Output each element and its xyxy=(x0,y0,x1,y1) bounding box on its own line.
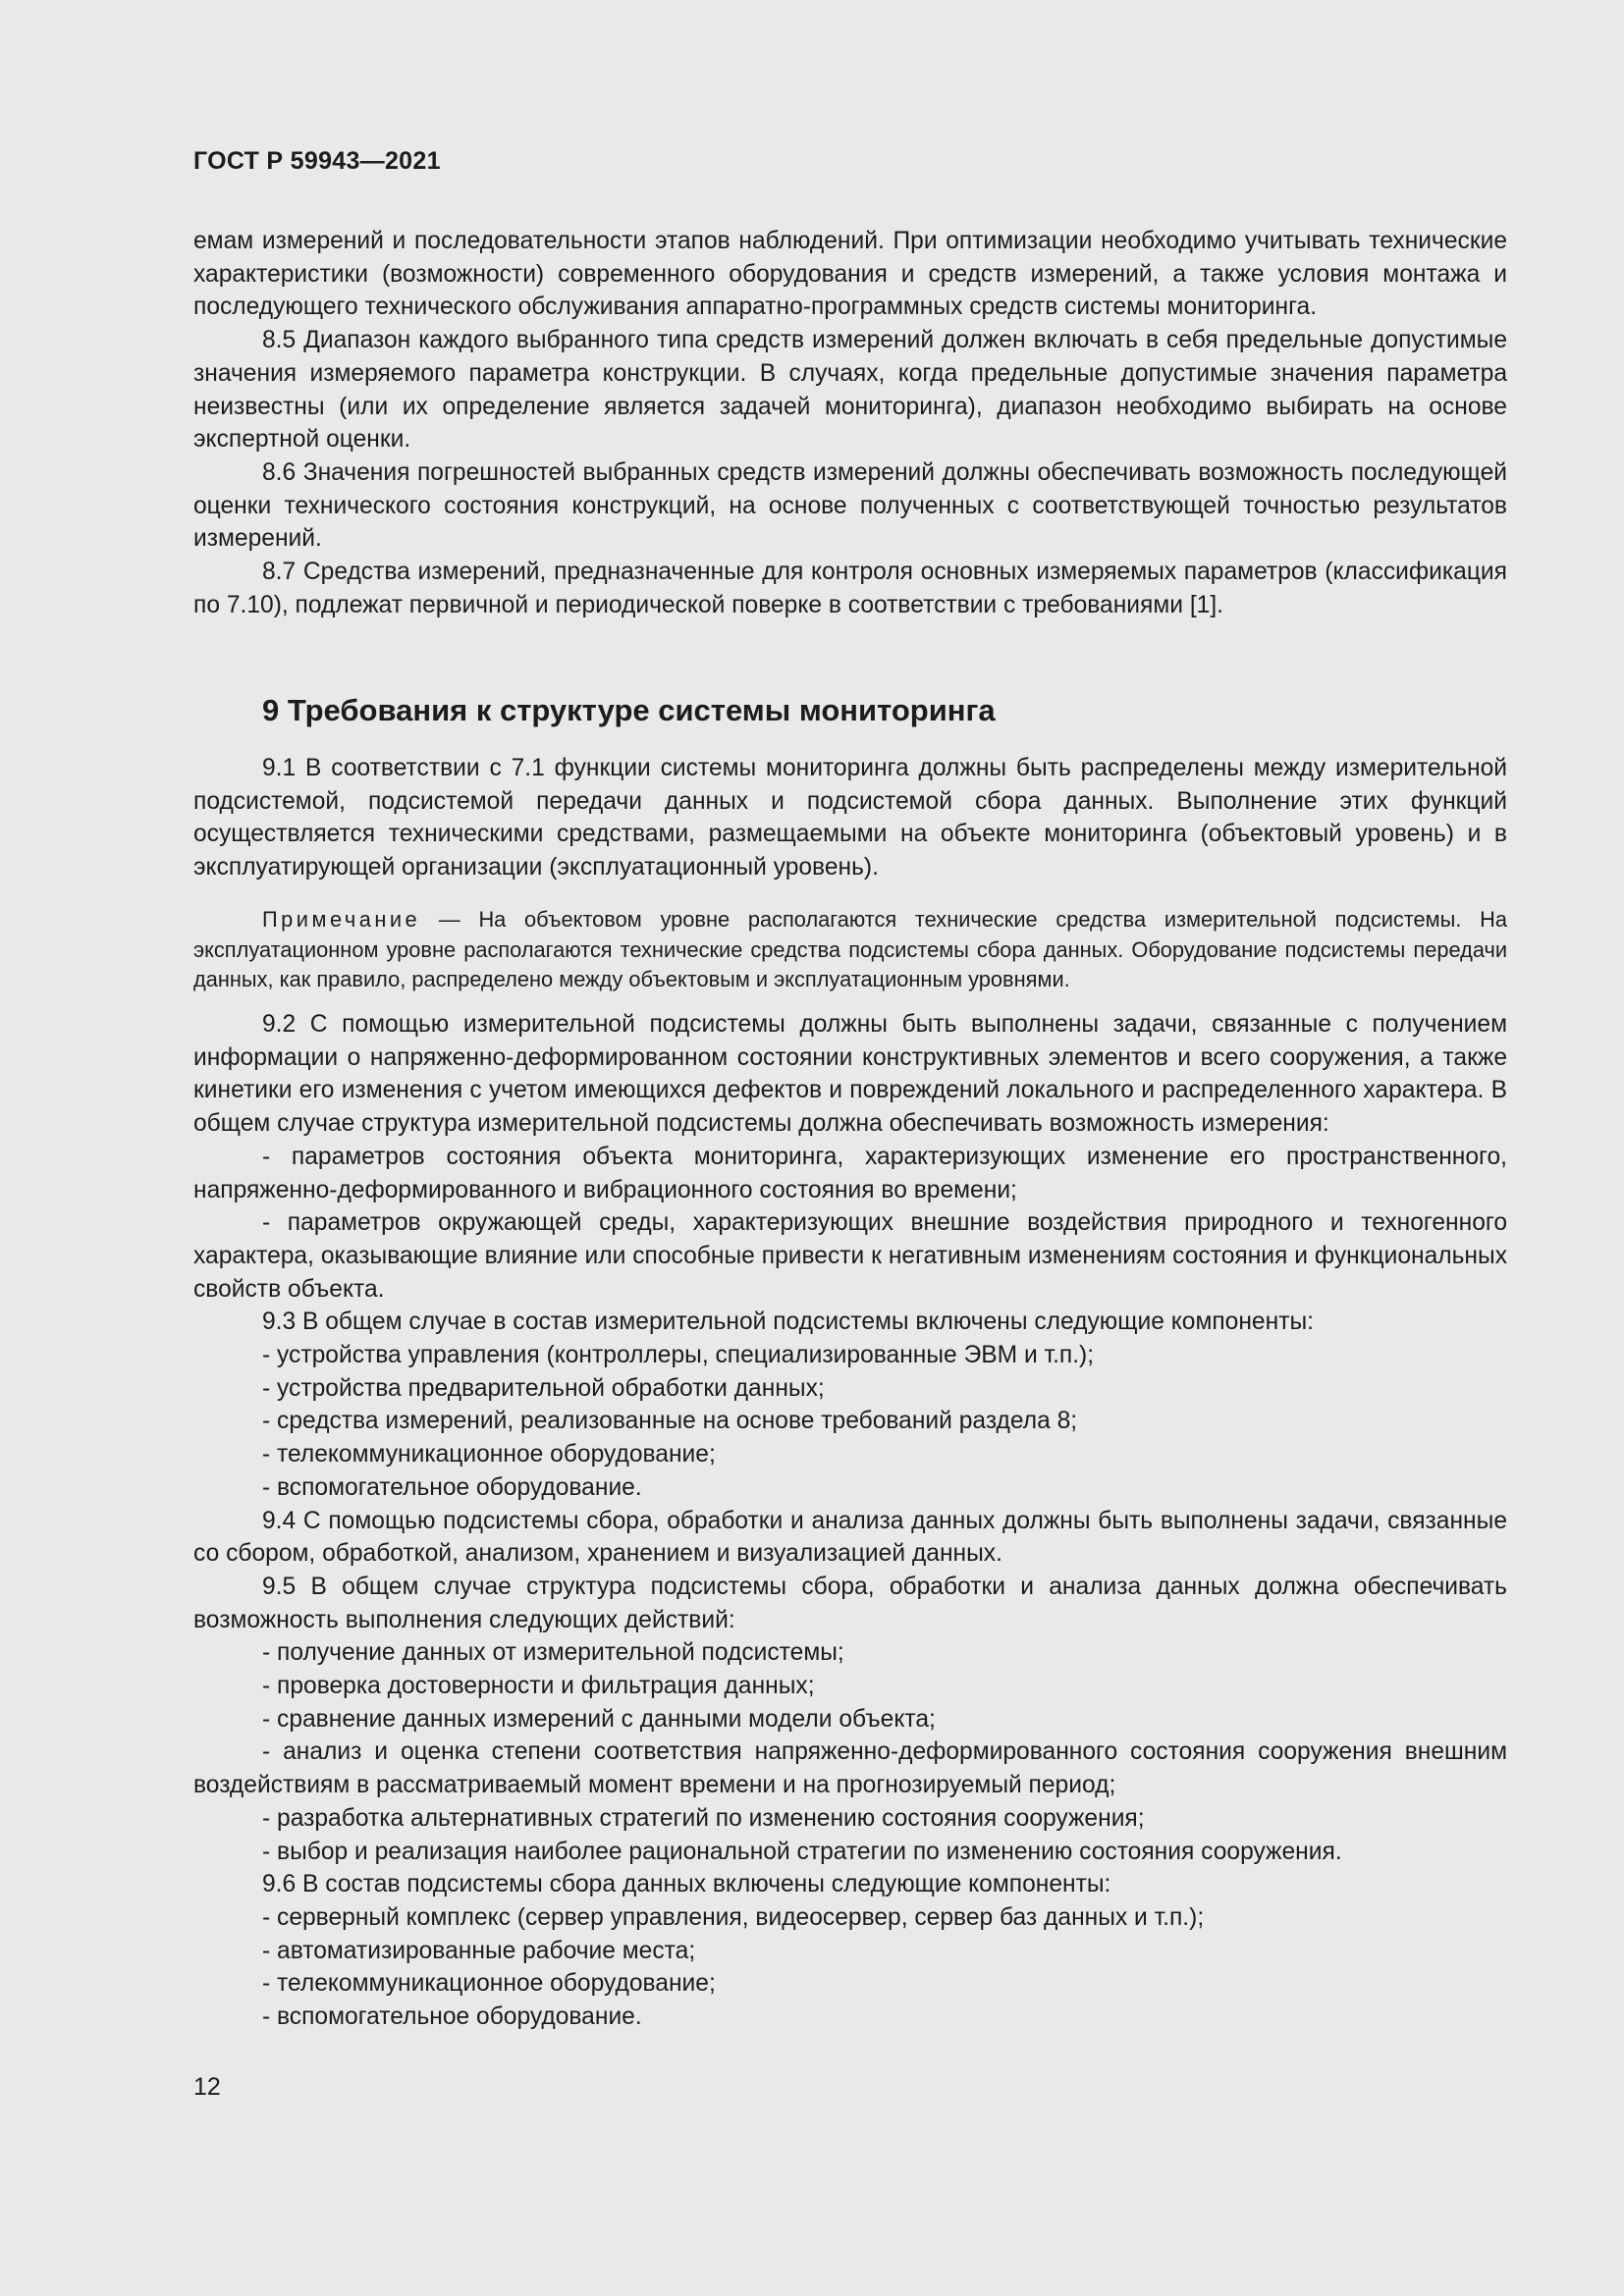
paragraph: - параметров окружающей среды, характеризующих внешние воздействия природного и техногенного характера, оказывающие влияние или способные привести к негативным изменениям состояния и функциональных свойств объекта. xyxy=(193,1209,1507,1303)
note-label: Примечание xyxy=(262,907,421,932)
section-title: 9 Требования к структуре системы мониторинга xyxy=(262,693,996,727)
list-item: - вспомогательное оборудование. xyxy=(262,1473,642,1501)
list-item: - телекоммуникационное оборудование; xyxy=(262,1441,716,1468)
text-block-section-9 xyxy=(193,1008,1507,2034)
paragraph: 9.3 В общем случае в состав измерительной подсистемы включены следующие компоненты: xyxy=(262,1308,1314,1336)
list-item: - проверка достоверности и фильтрация данных; xyxy=(262,1673,815,1700)
paragraph-8-5: 8.5 Диапазон каждого выбранного типа средств измерений должен включать в себя предельные допустимые значения измеряемого параметра конструкции. В случаях, когда предельные допустимые значения параметра неизвестны (или их определение является задачей мониторинга), диапазон необходимо выбирать на основе экспертной оценки. xyxy=(193,327,1507,454)
text-block-9-1 xyxy=(193,752,1507,884)
list-item: - разработка альтернативных стратегий по изменению состояния сооружения; xyxy=(262,1804,1145,1832)
list-item: - вспомогательное оборудование. xyxy=(262,2003,642,2031)
note-text: — На объектовом уровне располагаются технические средства измерительной подсистемы. На эксплуатационном уровне располагаются технические средства подсистемы сбора данных. Оборудование подсистемы передачи данных, как правило, распределено между объектовым и эксплуатационным уровнями. xyxy=(193,907,1507,991)
paragraph-8-6: 8.6 Значения погрешностей выбранных средств измерений должны обеспечивать возможность последующей оценки технического состояния конструкций, на основе полученных с соответствующей точностью результатов измерений. xyxy=(193,458,1507,553)
paragraph: емам измерений и последовательности этапов наблюдений. При оптимизации необходимо учитывать технические характеристики (возможности) современного оборудования и средств измерений, а также условия монтажа и последующего технического обслуживания аппаратно-программных средств системы мониторинга. xyxy=(193,228,1507,321)
paragraph-9-1: 9.1 В соответствии с 7.1 функции системы мониторинга должны быть распределены между измерительной подсистемой, подсистемой передачи данных и подсистемой сбора данных. Выполнение этих функций осуществляется техническими средствами, размещаемыми на объекте мониторинга (объектовый уровень) и в эксплуатирующей организации (эксплуатационный уровень). xyxy=(193,755,1507,881)
note-paragraph xyxy=(193,905,1507,995)
list-item: - сравнение данных измерений с данными модели объекта; xyxy=(262,1705,936,1733)
page-number: 12 xyxy=(193,2073,221,2101)
list-item: - выбор и реализация наиболее рациональной стратегии по изменению состояния сооружения. xyxy=(262,1838,1342,1865)
list-item: - автоматизированные рабочие места; xyxy=(262,1937,696,1964)
paragraph: 9.5 В общем случае структура подсистемы сбора, обработки и анализа данных должна обеспечивать возможность выполнения следующих действий: xyxy=(193,1573,1507,1633)
list-item: - устройства управления (контроллеры, специализированные ЭВМ и т.п.); xyxy=(262,1342,1095,1369)
note-block xyxy=(193,905,1507,995)
list-item: - телекоммуникационное оборудование; xyxy=(262,1970,716,1998)
text-block-section-8 xyxy=(193,225,1507,621)
paragraph: 9.2 С помощью измерительной подсистемы должны быть выполнены задачи, связанные с получением информации о напряженно-деформированном состоянии конструктивных элементов и всего сооружения, а также кинетики его изменения с учетом имеющихся дефектов и повреждений локального и распределенного характера. В общем случае структура измерительной подсистемы должна обеспечивать возможность измерения: xyxy=(193,1011,1507,1138)
paragraph: - параметров состояния объекта мониторинга, характеризующих изменение его пространственного, напряженно-деформированного и вибрационного состояния во времени; xyxy=(193,1143,1507,1203)
list-item: - получение данных от измерительной подсистемы; xyxy=(262,1639,844,1667)
list-item: - устройства предварительной обработки данных; xyxy=(262,1374,825,1402)
paragraph-8-7: 8.7 Средства измерений, предназначенные для контроля основных измеряемых параметров (классификация по 7.10), подлежат первичной и периодической поверке в соответствии с требованиями [1]. xyxy=(193,559,1507,618)
paragraph: 9.4 С помощью подсистемы сбора, обработки и анализа данных должны быть выполнены задачи, связанные со сбором, обработкой, анализом, хранением и визуализацией данных. xyxy=(193,1507,1507,1568)
document-header: ГОСТ Р 59943—2021 xyxy=(193,147,441,175)
list-item: - средства измерений, реализованные на основе требований раздела 8; xyxy=(262,1408,1078,1435)
list-item: - серверный комплекс (сервер управления, видеосервер, сервер баз данных и т.п.); xyxy=(262,1903,1205,1931)
paragraph: - анализ и оценка степени соответствия напряженно-деформированного состояния сооружения внешним воздействиям в рассматриваемый момент времени и на прогнозируемый период; xyxy=(193,1738,1507,1799)
paragraph: 9.6 В состав подсистемы сбора данных включены следующие компоненты: xyxy=(262,1871,1111,1898)
